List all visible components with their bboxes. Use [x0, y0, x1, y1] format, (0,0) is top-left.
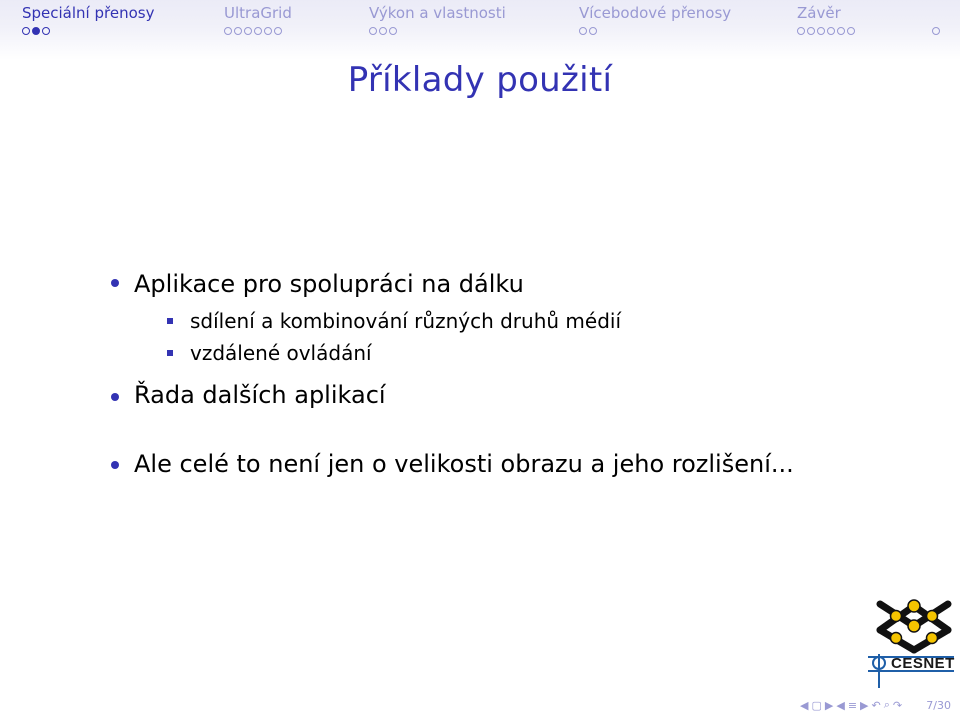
frame-dot[interactable]: [369, 27, 377, 35]
frame-dot[interactable]: [837, 27, 845, 35]
beamer-navigation-controls: [800, 697, 902, 713]
frame-dot[interactable]: [847, 27, 855, 35]
frame-dot[interactable]: [389, 27, 397, 35]
arrow-right-icon[interactable]: ▶: [860, 698, 869, 712]
nav-section-vicebodove-prenosy[interactable]: Vícebodové přenosy: [579, 4, 732, 22]
sub-bullet-item: vzdálené ovládání: [190, 341, 372, 365]
frame-dot[interactable]: [234, 27, 242, 35]
section-progress-dots: [932, 26, 940, 36]
frame-dot[interactable]: [579, 27, 587, 35]
section-icon[interactable]: ≡: [847, 698, 858, 712]
navigation-header: [0, 0, 960, 60]
frame-dot[interactable]: [254, 27, 262, 35]
arrow-left-icon[interactable]: ◀: [836, 698, 845, 712]
frame-dot[interactable]: [244, 27, 252, 35]
undo-icon[interactable]: ↶: [871, 698, 881, 712]
arrow-left-icon[interactable]: ◀: [800, 698, 809, 712]
current-frame-dot[interactable]: [32, 27, 40, 35]
bullet-icon: [111, 279, 119, 287]
section-progress-dots: [369, 26, 397, 36]
frame-icon[interactable]: ▢: [811, 698, 822, 712]
frame-dot[interactable]: [264, 27, 272, 35]
bullet-icon: [111, 461, 119, 469]
nav-section-ultragrid[interactable]: UltraGrid: [224, 4, 292, 22]
section-progress-dots: [579, 26, 597, 36]
bullet-icon: [111, 393, 119, 401]
frame-dot[interactable]: [827, 27, 835, 35]
frame-dot[interactable]: [224, 27, 232, 35]
frame-dot[interactable]: [274, 27, 282, 35]
search-icon[interactable]: ⌕: [883, 698, 890, 711]
frame-dot[interactable]: [22, 27, 30, 35]
nav-section-specialni-prenosy[interactable]: Speciální přenosy: [22, 4, 155, 22]
nav-section-zaver[interactable]: Závěr: [797, 4, 841, 22]
frame-dot[interactable]: [379, 27, 387, 35]
bullet-item: Ale celé to není jen o velikosti obrazu a jeho rozlišení...: [134, 450, 794, 478]
slide-title: Příklady použití: [347, 60, 613, 100]
frame-dot[interactable]: [589, 27, 597, 35]
frame-dot[interactable]: [817, 27, 825, 35]
redo-icon[interactable]: ↷: [892, 698, 903, 712]
sub-bullet-icon: [167, 350, 173, 356]
bullet-item: Řada dalších aplikací: [134, 381, 386, 409]
page-number: 7/30: [926, 699, 951, 712]
frame-dot[interactable]: [797, 27, 805, 35]
cesnet-logo-icon: [866, 594, 956, 690]
frame-dot[interactable]: [932, 27, 940, 35]
bullet-item: Aplikace pro spolupráci na dálku: [134, 270, 524, 298]
section-progress-dots: [797, 26, 855, 36]
section-progress-dots: [224, 26, 282, 36]
nav-section-vykon-a-vlastnosti[interactable]: Výkon a vlastnosti: [369, 4, 506, 22]
sub-bullet-icon: [167, 318, 173, 324]
cesnet-logo-text: CESNET: [891, 655, 955, 672]
arrow-right-icon[interactable]: ▶: [824, 698, 834, 712]
frame-dot[interactable]: [42, 27, 50, 35]
sub-bullet-item: sdílení a kombinování různých druhů médií: [190, 309, 622, 333]
frame-dot[interactable]: [807, 27, 815, 35]
section-progress-dots: [22, 26, 50, 36]
